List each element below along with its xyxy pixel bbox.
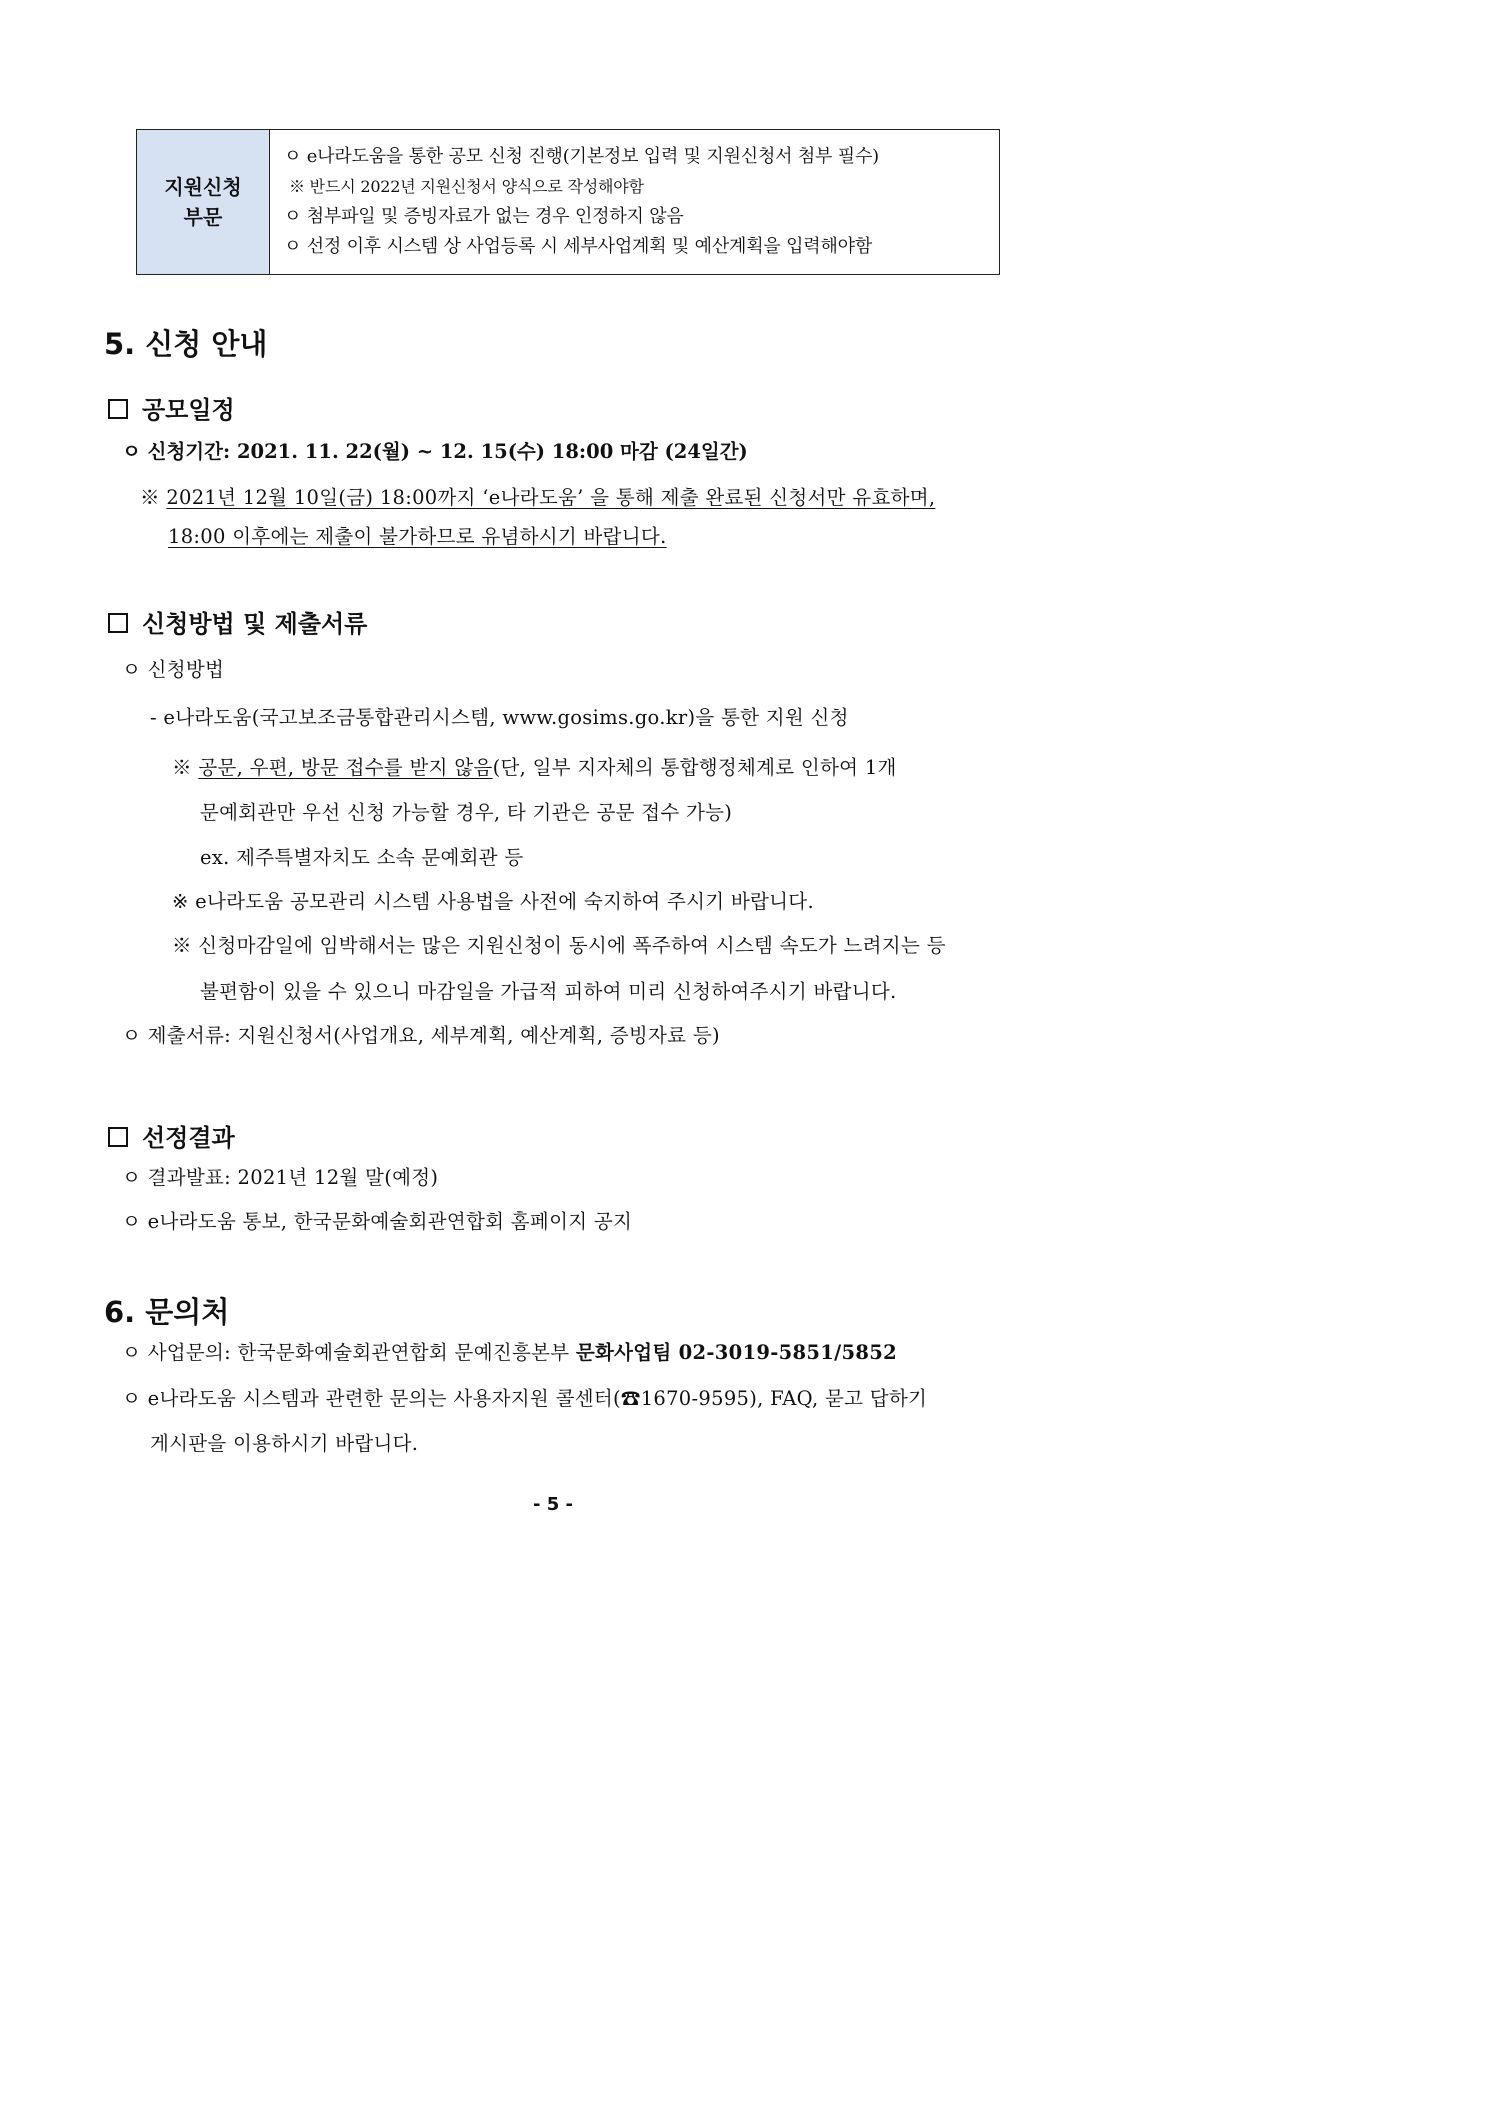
reference-mark-icon: ※: [140, 486, 160, 509]
result-announcement: ㅇ 결과발표: 2021년 12월 말(예정): [122, 1166, 439, 1189]
section-6-title: 6. 문의처: [104, 1295, 230, 1329]
submission-documents: ㅇ 제출서류: 지원신청서(사업개요, 세부계획, 예산계획, 증빙자료 등): [122, 1024, 720, 1047]
method-description: - e나라도움(국고보조금통합관리시스템, www.gosims.go.kr)을 통한 지원 신청: [150, 706, 849, 729]
contact-business-line: [122, 1337, 897, 1365]
method-heading-text: 신청방법 및 제출서류: [142, 610, 368, 638]
method-note1-rest: (단, 일부 지자체의 통합행정체계로 인하여 1개: [492, 756, 897, 779]
requirement-line: ㅇ 첨부파일 및 증빙자료가 없는 경우 인정하지 않음: [284, 206, 684, 227]
schedule-note-text: 2021년 12월 10일(금) 18:00까지 ‘e나라도움’ 을 통해 제출 완료된 신청서만 유효하며,: [166, 486, 936, 509]
table-header-line1: 지원신청: [164, 175, 242, 199]
method-note1-line1: [172, 752, 897, 780]
schedule-heading-text: 공모일정: [142, 396, 235, 424]
table-header-line2: 부문: [183, 205, 223, 229]
section-5-title: 5. 신청 안내: [104, 327, 268, 361]
result-heading: [108, 1118, 235, 1153]
contact-system-line1: ㅇ e나라도움 시스템과 관련한 문의는 사용자지원 콜센터(☎1670-9595), FAQ, 묻고 답하기: [122, 1387, 928, 1410]
method-note1-underlined: 공문, 우편, 방문 접수를 받지 않음: [198, 756, 493, 779]
contact-system-line2: 게시판을 이용하시기 바랍니다.: [150, 1432, 419, 1455]
requirement-line: ㅇ e나라도움을 통한 공모 신청 진행(기본정보 입력 및 지원신청서 첨부 필수): [284, 146, 879, 167]
method-note1-line3: ex. 제주특별자치도 소속 문예회관 등: [200, 846, 524, 869]
page-number: - 5 -: [533, 1494, 573, 1515]
contact-team-phone: 문화사업팀 02-3019-5851/5852: [575, 1341, 898, 1364]
result-notice: ㅇ e나라도움 통보, 한국문화예술회관연합회 홈페이지 공지: [122, 1210, 633, 1233]
method-note2: ※ e나라도움 공모관리 시스템 사용법을 사전에 숙지하여 주시기 바랍니다.: [172, 890, 814, 913]
checkbox-square-icon: [108, 1127, 128, 1147]
method-label: ㅇ 신청방법: [122, 658, 225, 681]
schedule-note-line2: 18:00 이후에는 제출이 불가하므로 유념하시기 바랍니다.: [168, 525, 667, 548]
result-heading-text: 선정결과: [142, 1124, 235, 1152]
contact-business-prefix: ㅇ 사업문의: 한국문화예술회관연합회 문예진흥본부: [122, 1341, 576, 1364]
reference-mark-icon: ※: [172, 756, 192, 779]
application-requirements-table: [136, 129, 1000, 275]
application-period: ㅇ 신청기간: 2021. 11. 22(월) ~ 12. 15(수) 18:00 마감 (24일간): [122, 440, 748, 463]
method-heading: [108, 604, 367, 639]
method-note3-line2: 불편함이 있을 수 있으니 마감일을 가급적 피하여 미리 신청하여주시기 바랍니다.: [200, 980, 897, 1003]
method-note3-line1: ※ 신청마감일에 임박해서는 많은 지원신청이 동시에 폭주하여 시스템 속도가 느려지는 등: [172, 934, 946, 957]
table-header-cell: [137, 130, 270, 274]
requirement-line: ㅇ 선정 이후 시스템 상 사업등록 시 세부사업계획 및 예산계획을 입력해야함: [284, 236, 873, 257]
schedule-note-line1: [140, 482, 935, 510]
method-note1-line2: 문예회관만 우선 신청 가능할 경우, 타 기관은 공문 접수 가능): [200, 801, 733, 824]
schedule-heading: [108, 390, 235, 425]
table-body-cell: [270, 130, 999, 274]
requirement-note: ※ 반드시 2022년 지원신청서 양식으로 작성해야함: [289, 177, 644, 196]
checkbox-square-icon: [108, 613, 128, 633]
checkbox-square-icon: [108, 399, 128, 419]
